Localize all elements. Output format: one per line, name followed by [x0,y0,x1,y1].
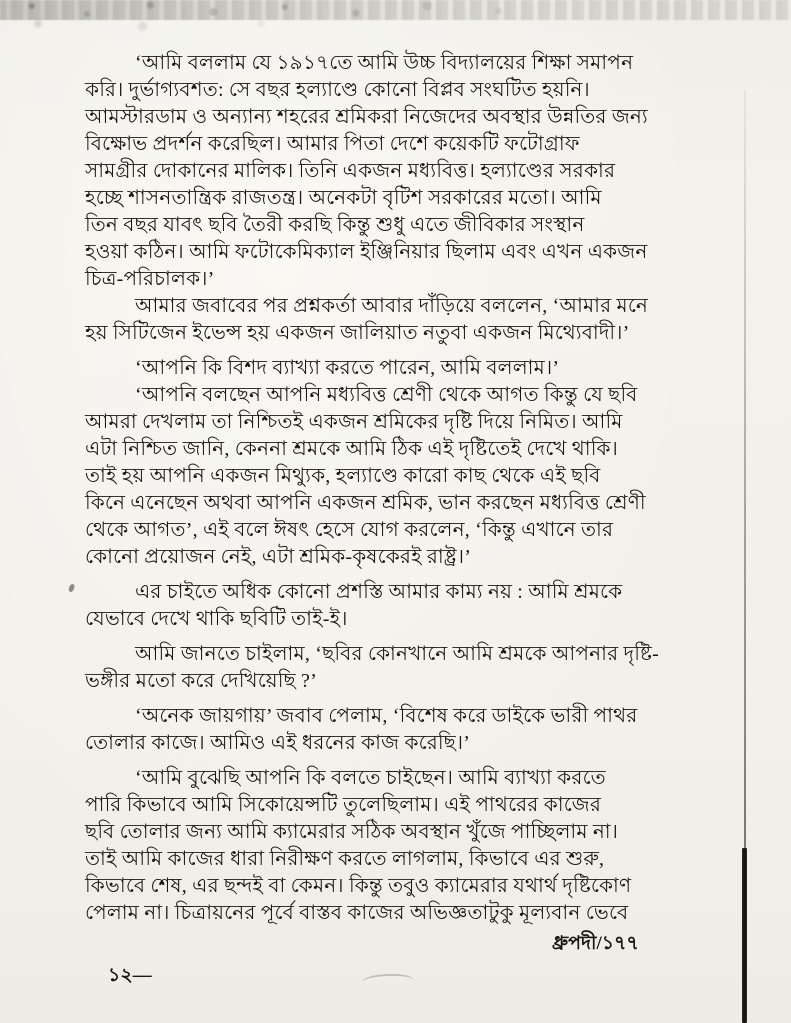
text-line: ভঙ্গীর মতো করে দেখিয়েছি ?’ [85,670,317,692]
text-line: আমার জবাবের পর প্রশ্নকর্তা আবার দাঁড়িয়ে বললেন, ‘আমার মনে [135,295,648,317]
paragraph-2 [85,293,717,347]
scan-noise-top [0,0,791,20]
text-line: হওয়া কঠিন। আমি ফটোকেমিক্যাল ইঞ্জিনিয়ার ছিলাম এবং এখন একজন [85,241,648,263]
text-line: হচ্ছে শাসনতান্ত্রিক রাজতন্ত্র। অনেকটা বৃটিশ সরকারের মতো। আমি [85,187,602,209]
page-edge-shadow [744,90,746,850]
text-line: যেভাবে দেখে থাকি ছবিটি তাই-ই। [85,608,348,630]
journal-page-marker: ধ্রুপদী/১৭৭ [552,933,639,954]
signature-page-number: ১২— [108,965,152,986]
text-line: বিক্ষোভ প্রদর্শন করেছিল। আমার পিতা দেশে কয়েকটি ফটোগ্রাফ [85,133,580,155]
text-line: ‘আমি বুঝেছি আপনি কি বলতে চাইছেন। আমি ব্যাখ্যা করতে [135,767,606,789]
text-line: কিনে এনেছেন অথবা আপনি একজন শ্রমিক, ভান করছেন মধ্যবিত্ত শ্রেণী [85,492,646,514]
text-line: ছবি তোলার জন্য আমি ক্যামেরার সঠিক অবস্থান খুঁজে পাচ্ছিলাম না। [85,821,619,843]
paragraph-6 [85,641,717,695]
text-line: পেলাম না। চিত্রায়নের পূর্বে বাস্তব কাজের অভিজ্ঞতাটুকু মূল্যবান ভেবে [85,902,629,924]
text-line: ‘আমি বললাম যে ১৯১৭তে আমি উচ্চ বিদ্যালয়ের শিক্ষা সমাপন [135,52,634,74]
text-line: ‘আপনি বলছেন আপনি মধ্যবিত্ত শ্রেণী থেকে আগত কিন্তু যে ছবি [135,384,638,406]
paragraph-4 [85,382,717,571]
text-line: ‘অনেক জায়গায়’ জবাব পেলাম, ‘বিশেষ করে ডাইকে ভারী পাথর [135,705,638,727]
text-line: এর চাইতে অধিক কোনো প্রশস্তি আমার কাম্য নয় : আমি শ্রমকে [135,581,623,603]
text-line: পারি কিভাবে আমি সিকোয়েন্সটি তুলেছিলাম। এই পাথরের কাজের [85,794,602,816]
paragraph-1 [85,50,717,293]
text-line: কোনো প্রয়োজন নেই, এটা শ্রমিক-কৃষকেরই রাষ্ট্র।’ [85,546,472,568]
text-line: তাই আমি কাজের ধারা নিরীক্ষণ করতে লাগলাম, কিভাবে এর শুরু, [85,848,605,870]
paragraph-7 [85,703,717,757]
text-line: করি। দুর্ভাগ্যবশত: সে বছর হল্যাণ্ডে কোনো বিপ্লব সংঘটিত হয়নি। [85,79,590,101]
text-line: আমরা দেখলাম তা নিশ্চিতই একজন শ্রমিকের দৃষ্টি দিয়ে নিমিত। আমি [85,411,623,433]
paragraph-5 [85,579,717,633]
page-text [85,50,717,927]
text-line: ‘আপনি কি বিশদ ব্যাখ্যা করতে পারেন, আমি বললাম।’ [135,357,560,379]
text-line: থেকে আগত’, এই বলে ঈষৎ হেসে যোগ করলেন, ‘কিন্তু এখানে তার [85,519,614,541]
text-line: সামগ্রীর দোকানের মালিক। তিনি একজন মধ্যবিত্ত। হল্যাণ্ডের সরকার [85,160,616,182]
paragraph-3 [85,355,717,382]
text-line: আমি জানতে চাইলাম, ‘ছবির কোনখানে আমি শ্রমকে আপনার দৃষ্টি- [135,643,659,665]
text-line: হয় সিটিজেন ইভেন্স হয় একজন জালিয়াত নতুবা একজন মিথ্যেবাদী।’ [85,322,630,344]
text-line: চিত্র-পরিচালক।’ [85,268,215,290]
text-line: তাই হয় আপনি একজন মিথ্যুক, হল্যাণ্ডে কারো কাছ থেকে এই ছবি [85,465,601,487]
text-line: এটা নিশ্চিত জানি, কেননা শ্রমকে আমি ঠিক এই দৃষ্টিতেই দেখে থাকি। [85,438,619,460]
paragraph-8 [85,765,717,927]
text-line: আমস্টারডাম ও অন্যান্য শহরের শ্রমিকরা নিজেদের অবস্থার উন্নতির জন্য [85,106,648,128]
ink-speck [68,583,75,592]
pencil-smudge [362,973,414,982]
text-line: তিন বছর যাবৎ ছবি তৈরী করছি কিন্তু শুধু এতে জীবিকার সংস্থান [85,214,585,236]
text-line: তোলার কাজে। আমিও এই ধরনের কাজ করেছি।’ [85,732,471,754]
scan-noise-secondary [0,18,475,32]
text-line: কিভাবে শেষ, এর ছন্দই বা কেমন। কিন্তু তবুও ক্যামেরার যথার্থ দৃষ্টিকোণ [85,875,632,897]
page-edge-dark-line [742,848,747,1023]
